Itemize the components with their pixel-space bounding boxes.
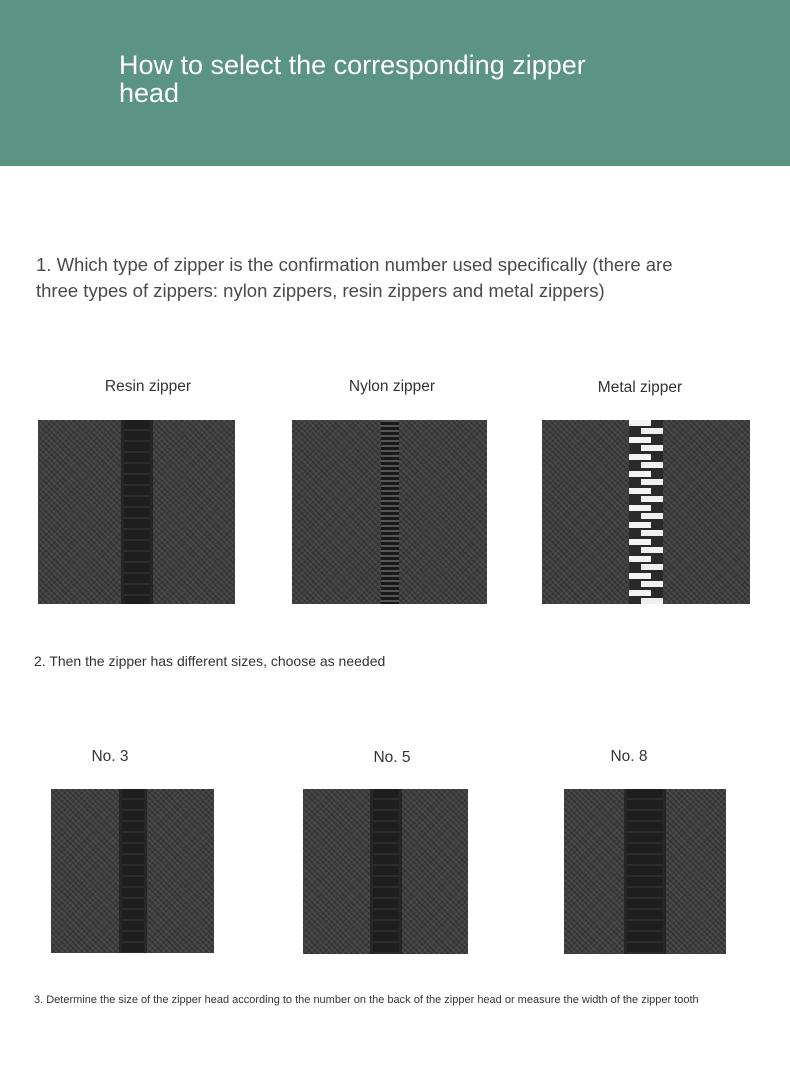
page-title: How to select the corresponding zipper head: [119, 50, 586, 108]
resin-zipper-image: [38, 420, 235, 604]
zipper-teeth: [122, 789, 144, 953]
nylon-zipper-image: [292, 420, 487, 604]
size-no3-label: No. 3: [91, 748, 129, 765]
size-no8-image: [564, 789, 726, 954]
resin-zipper-label: Resin zipper: [104, 378, 192, 395]
step-1-text: 1. Which type of zipper is the confirmation number used specifically (there are three types of zippers: nylon zippers, resin zippers and metal zippers): [36, 254, 673, 301]
step-2-text: 2. Then the zipper has different sizes, choose as needed: [34, 653, 386, 669]
zipper-teeth: [124, 420, 150, 604]
zipper-teeth: [373, 789, 399, 954]
metal-zipper-image: [542, 420, 750, 604]
metal-zipper-label: Metal zipper: [597, 379, 683, 396]
size-no3-image: [51, 789, 214, 953]
zipper-teeth: [381, 420, 399, 604]
size-no5-image: [303, 789, 468, 954]
zipper-teeth: [627, 789, 663, 954]
step-3-text: 3. Determine the size of the zipper head according to the number on the back of the zipper head or measure the width of the zipper tooth: [34, 994, 699, 1006]
header-banner: [0, 0, 790, 166]
size-no8-label: No. 8: [610, 748, 648, 765]
zipper-teeth: [629, 420, 663, 604]
size-no5-label: No. 5: [373, 749, 411, 766]
nylon-zipper-label: Nylon zipper: [348, 378, 436, 395]
